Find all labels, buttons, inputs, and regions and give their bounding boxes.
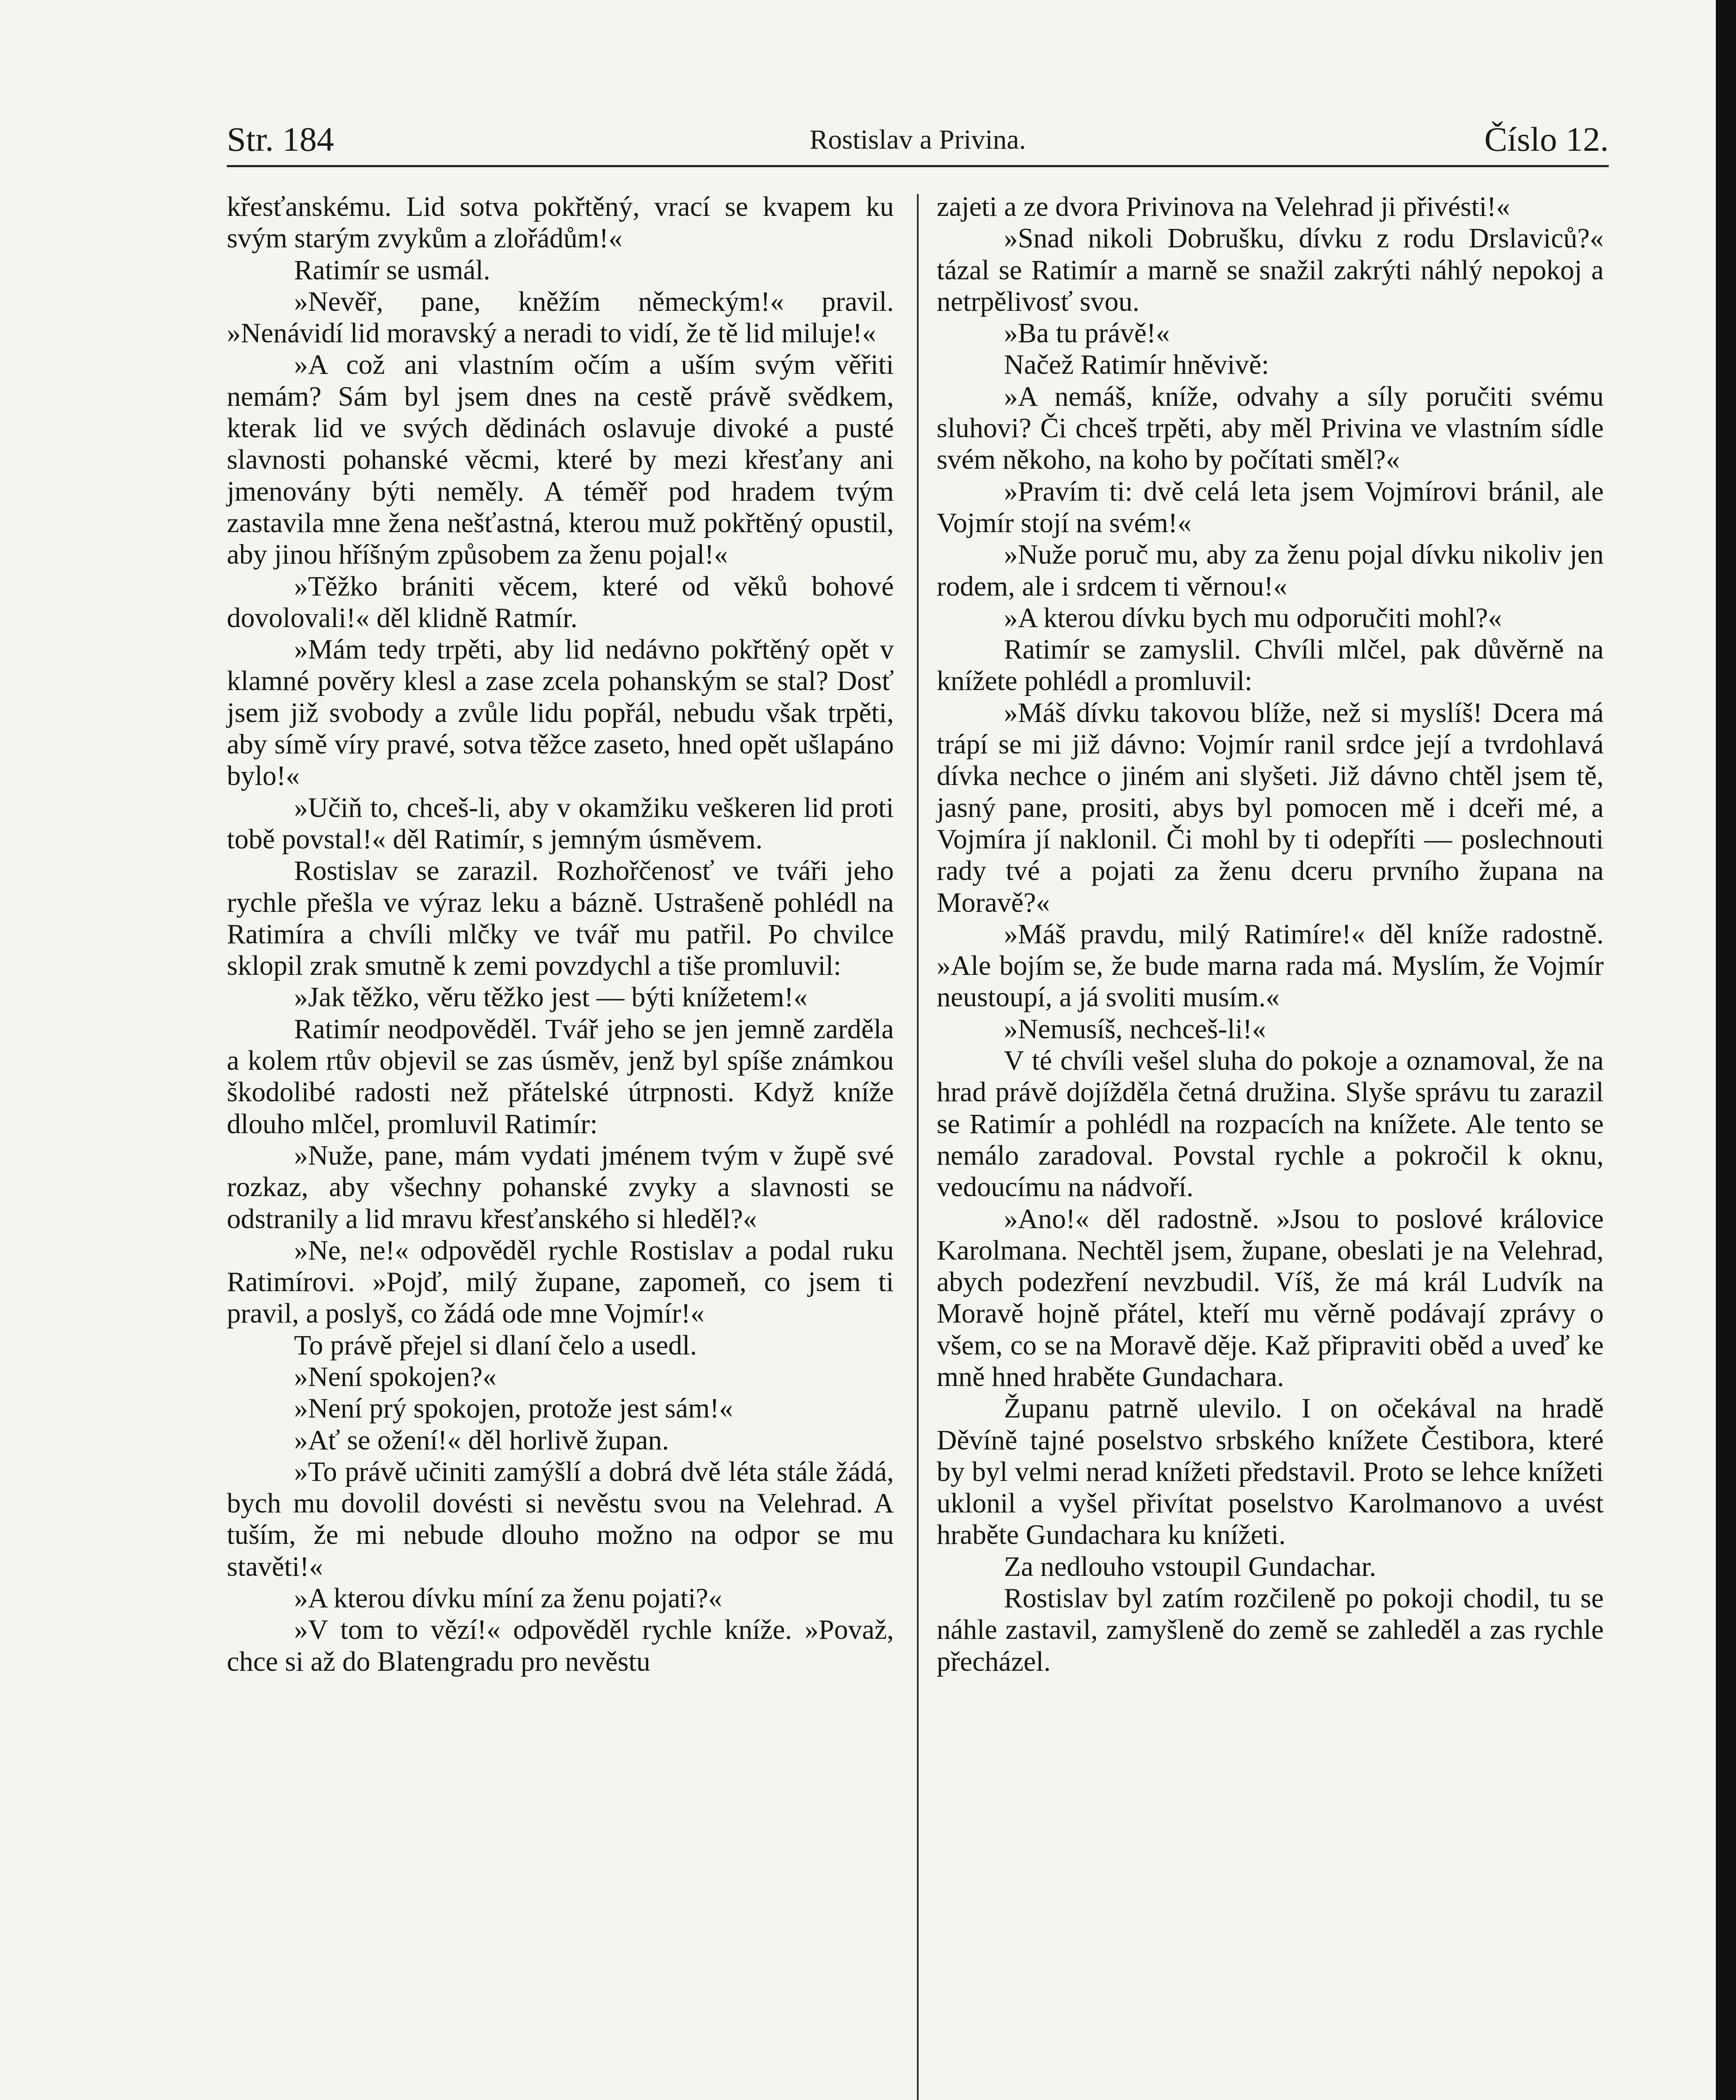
paragraph: »Ne, ne!« odpověděl rychle Rostislav a podal ruku Ratimírovi. »Pojď, milý župane, zapomeň, co jsem ti pravil, a poslyš, co žádá ode mne Vojmír!« (227, 1235, 894, 1329)
paragraph: Rostislav byl zatím rozčileně po pokoji chodil, tu se náhle zastavil, zamyšleně do země se zahleděl a zas rychle přecházel. (937, 1583, 1604, 1677)
paragraph: »Pravím ti: dvě celá leta jsem Vojmírovi bránil, ale Vojmír stojí na svém!« (937, 476, 1604, 538)
paragraph: V té chvíli vešel sluha do pokoje a oznamoval, že na hrad právě dojížděla četná družina. Slyše správu tu zarazil se Ratimír a pohlédl na rozpacích na knížete. Ale tento se nemálo zaradoval. Povstal rychle a pokročil k oknu, vedoucímu na nádvoří. (937, 1045, 1604, 1203)
paragraph: Za nedlouho vstoupil Gundachar. (1004, 1551, 1376, 1582)
paragraph: Ratimír se usmál. (294, 255, 491, 286)
paragraph: »A což ani vlastním očím a uším svým věřiti nemám? Sám byl jsem dnes na cestě právě svědkem, kterak lid ve svých dědinách oslavuje divoké a pusté slavnosti pohanské věcmi, které by mezi křesťany ani jmenovány býti neměly. A téměř pod hradem tvým zastavila mne žena nešťastná, kterou muž pokřtěný opustil, aby jinou hříšným způsobem za ženu pojal!« (227, 349, 894, 570)
paragraph: »To právě učiniti zamýšlí a dobrá dvě léta stále žádá, bych mu dovolil dovésti si nevěstu svou na Velehrad. A tuším, že mi nebude dlouho možno na odpor se mu stavěti!« (227, 1456, 894, 1582)
paragraph: »Nevěř, pane, kněžím německým!« pravil. »Nenávidí lid moravský a neradi to vidí, že tě lid miluje!« (227, 286, 894, 349)
paragraph: »Nemusíš, nechceš-li!« (1004, 1013, 1266, 1045)
paragraph: »Není spokojen?« (294, 1361, 497, 1392)
running-title: Rostislav a Privina. (809, 124, 1026, 155)
paragraph: To právě přejel si dlaní čelo a usedl. (294, 1330, 697, 1361)
header-rule (227, 165, 1609, 167)
page-number: Str. 184 (227, 120, 334, 158)
paragraph: »Ano!« děl radostně. »Jsou to poslové královice Karolmana. Nechtěl jsem, župane, obeslati je na Velehrad, abych podezření nevzbudil. Víš, že má král Ludvík na Moravě hojně přátel, kteří mu věrně podávají zprávy o všem, co se na Moravě děje. Kaž připraviti oběd a uveď ke mně hned hraběte Gundachara. (937, 1203, 1604, 1392)
paragraph: křesťanskému. Lid sotva pokřtěný, vrací se kvapem ku svým starým zvykům a zlořádům!« (227, 192, 894, 254)
issue-number: Číslo 12. (1484, 120, 1609, 158)
paragraph: »Nuže, pane, mám vydati jménem tvým v župě své rozkaz, aby všechny pohanské zvyky a slavnosti se odstranily a lid mravu křesťanského si hleděl?« (227, 1140, 894, 1234)
paragraph: »Není prý spokojen, protože jest sám!« (294, 1393, 733, 1424)
paragraph: »Máš dívku takovou blíže, než si myslíš! Dcera má trápí se mi již dávno: Vojmír ranil srdce její a tvrdohlavá dívka nechce o jiném ani slyšeti. Již dávno chtěl jsem tě, jasný pane, prositi, abys byl pomocen mě i dceři mé, a Vojmíra jí naklonil. Či mohl by ti odepříti — poslechnouti rady tvé a pojati za ženu dceru prvního župana na Moravě?« (937, 697, 1604, 918)
paragraph: Županu patrně ulevilo. I on očekával na hradě Děvíně tajné poselstvo srbského knížete Čestibora, které by byl velmi nerad knížeti představil. Proto se lehce knížeti uklonil a vyšel přivítat poselstvo Karolmanovo a uvést hraběte Gundachara ku knížeti. (937, 1393, 1604, 1551)
paragraph: »Ba tu právě!« (1004, 318, 1170, 349)
paragraph: Rostislav se zarazil. Rozhořčenosť ve tváři jeho rychle přešla ve výraz leku a bázně. Ustrašeně pohlédl na Ratimíra a chvíli mlčky ve tvář mu patřil. Po chvilce sklopil zrak smutně k zemi povzdychl a tiše promluvil: (227, 856, 894, 982)
paragraph: »A nemáš, kníže, odvahy a síly poručiti svému sluhovi? Či chceš trpěti, aby měl Privina ve vlastním sídle svém někoho, na koho by počítati směl?« (937, 381, 1604, 475)
paragraph: Načež Ratimír hněvivě: (1004, 349, 1269, 381)
paragraph: »Učiň to, chceš-li, aby v okamžiku veškeren lid proti tobě povstal!« děl Ratimír, s jemným úsměvem. (227, 792, 894, 855)
scan-edge-right (1716, 0, 1736, 2100)
running-header (227, 120, 1609, 166)
right-column (937, 191, 1604, 1677)
paragraph: zajeti a ze dvora Privinova na Velehrad ji přivésti!« (937, 192, 1510, 222)
paragraph: »Máš pravdu, milý Ratimíre!« děl kníže radostně. »Ale bojím se, že bude marna rada má. Myslím, že Vojmír neustoupí, a já svoliti musím.« (937, 919, 1604, 1013)
paragraph: »Snad nikoli Dobrušku, dívku z rodu Drslaviců?« tázal se Ratimír a marně se snažil zakrýti náhlý nepokoj a netrpělivosť svou. (937, 223, 1604, 317)
paragraph: Ratimír neodpověděl. Tvář jeho se jen jemně zarděla a kolem rtův objevil se zas úsměv, jenž byl spíše známkou škodolibé radosti než přátelské útrpnosti. Když kníže dlouho mlčel, promluvil Ratimír: (227, 1013, 894, 1139)
paragraph: »A kterou dívku bych mu odporučiti mohl?« (1004, 602, 1502, 633)
paragraph: »Jak těžko, věru těžko jest — býti knížetem!« (294, 982, 808, 1013)
paragraph: »Mám tedy trpěti, aby lid nedávno pokřtěný opět v klamné pověry klesl a zase zcela pohanským se stal? Dosť jsem již svobody a zvůle lidu popřál, nebudu však trpěti, aby símě víry pravé, sotva těžce zaseto, hned opět ušlapáno bylo!« (227, 634, 894, 792)
paragraph: »Nuže poruč mu, aby za ženu pojal dívku nikoliv jen rodem, ale i srdcem ti věrnou!« (937, 539, 1604, 602)
paragraph: »V tom to vězí!« odpověděl rychle kníže. »Považ, chce si až do Blatengradu pro nevěstu (227, 1614, 894, 1677)
column-divider (917, 194, 919, 2100)
left-column (227, 191, 894, 1677)
paragraph: »Ať se ožení!« děl horlivě župan. (294, 1425, 669, 1456)
paragraph: »A kterou dívku míní za ženu pojati?« (294, 1583, 722, 1614)
paragraph: »Těžko brániti věcem, které od věků bohové dovolovali!« děl klidně Ratmír. (227, 571, 894, 633)
paragraph: Ratimír se zamyslil. Chvíli mlčel, pak důvěrně na knížete pohlédl a promluvil: (937, 634, 1604, 697)
